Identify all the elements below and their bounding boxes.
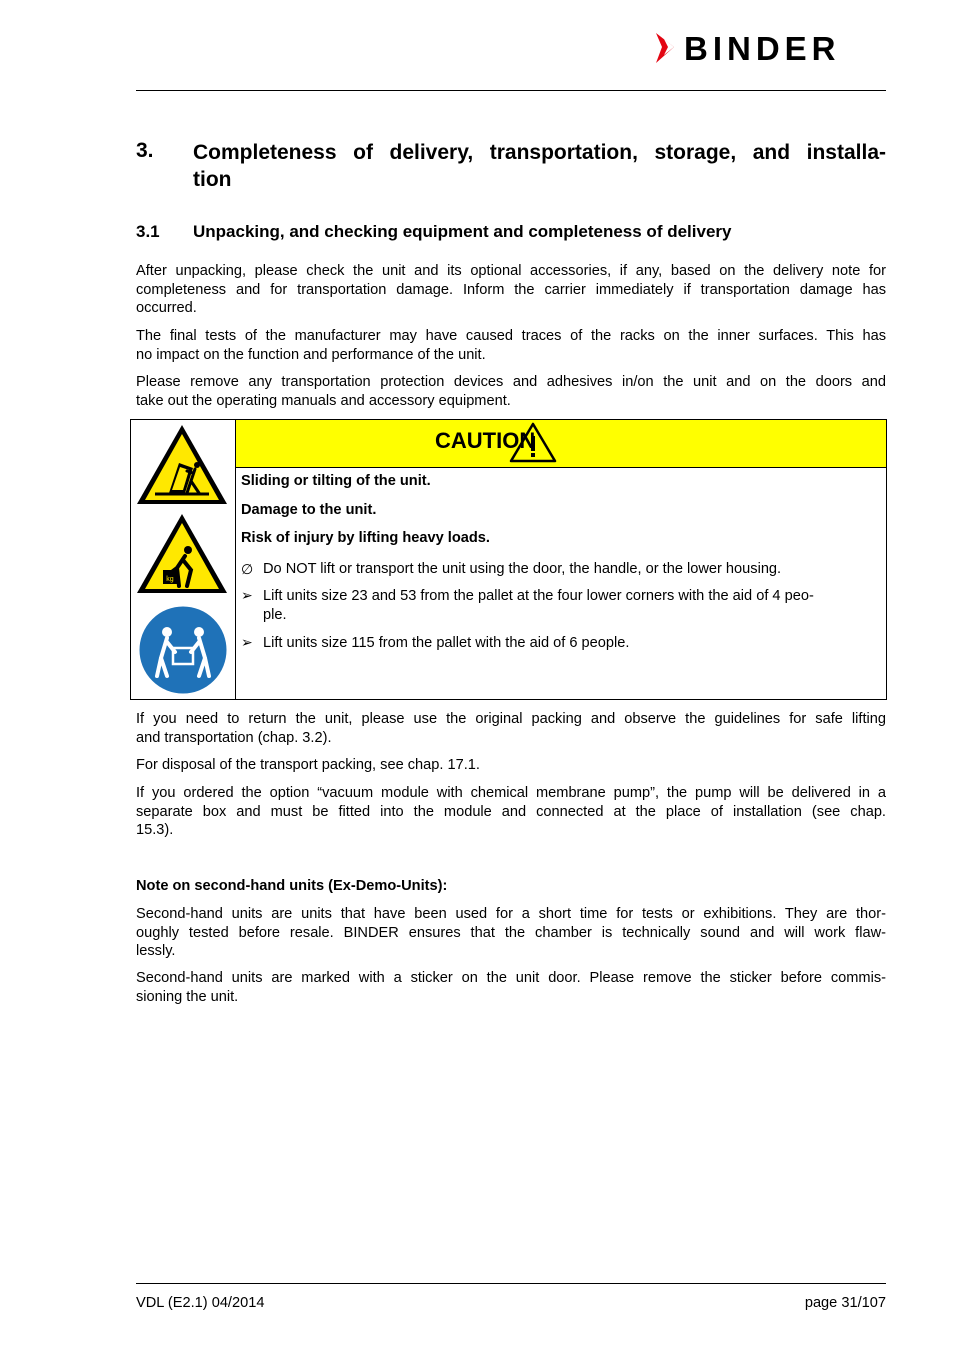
caution-header xyxy=(236,420,886,468)
footer-page-number: page 31/107 xyxy=(804,1295,886,1311)
section-title: Completeness of delivery, transportation, storage, and installa- tion xyxy=(193,141,886,191)
two-person-lift-icon xyxy=(137,604,229,696)
paragraph-final-tests: The final tests of the manufacturer may have caused traces of the racks on the inner surfaces. This has no impact on the function and performance of the unit. xyxy=(136,328,886,363)
caution-prohibition: Do NOT lift or transport the unit using the door, the handle, or the lower housing. xyxy=(263,561,782,577)
bullet-arrow-icon: ➢ xyxy=(241,587,253,603)
paragraph-vacuum-option: If you ordered the option “vacuum module with chemical membrane pump”, the pump will be delivered in a separate box and must be fitted into the module and connected at the place of installation (see chap. 15.3). xyxy=(136,785,886,838)
tilting-hazard-icon xyxy=(135,423,229,507)
footer-rule xyxy=(136,1283,886,1284)
binder-logo xyxy=(654,30,886,66)
note-heading: Note on second-hand units (Ex-Demo-Units): xyxy=(136,878,448,894)
paragraph-disposal: For disposal of the transport packing, see chap. 17.1. xyxy=(136,757,480,773)
paragraph-second-hand: Second-hand units are units that have been used for a short time for tests or exhibitions. They are thor- oughly tested before resale. BINDER ensures that the chamber is technically sound and will work flaw- lessly. xyxy=(136,906,886,959)
paragraph-sticker: Second-hand units are marked with a sticker on the unit door. Please remove the sticker before commis- sioning the unit. xyxy=(136,970,886,1005)
header-rule xyxy=(136,90,886,91)
heavy-load-hazard-icon xyxy=(135,512,229,596)
subsection-number: 3.1 xyxy=(136,222,160,241)
caution-bullet-lift-4: Lift units size 23 and 53 from the pallet at the four lower corners with the aid of 4 peo- ple. xyxy=(263,588,814,623)
paragraph-remove-protection: Please remove any transportation protection devices and adhesives in/on the unit and on the doors and take out the operating manuals and accessory equipment. xyxy=(136,374,886,409)
caution-line-damage: Damage to the unit. xyxy=(241,502,377,518)
svg-text:kg: kg xyxy=(166,576,174,583)
subsection-title: Unpacking, and checking equipment and completeness of delivery xyxy=(193,222,732,241)
caution-line-sliding: Sliding or tilting of the unit. xyxy=(241,473,431,489)
paragraph-unpacking: After unpacking, please check the unit and its optional accessories, if any, based on the delivery note for completeness and for transportation damage. Inform the carrier immediately if transportation damage has occurred. xyxy=(136,263,886,316)
paragraph-return-unit: If you need to return the unit, please use the original packing and observe the guidelines for safe lifting and transportation (chap. 3.2). xyxy=(136,711,886,746)
footer-document-id: VDL (E2.1) 04/2014 xyxy=(136,1295,265,1311)
bullet-arrow-icon: ➢ xyxy=(241,634,253,650)
logo-text: BINDER xyxy=(684,30,841,66)
section-number: 3. xyxy=(136,139,154,162)
caution-line-injury: Risk of injury by lifting heavy loads. xyxy=(241,530,490,546)
prohibition-icon: ∅ xyxy=(241,561,254,577)
caution-title: CAUTION xyxy=(435,428,536,453)
caution-bullet-lift-6: Lift units size 115 from the pallet with the aid of 6 people. xyxy=(263,635,630,651)
